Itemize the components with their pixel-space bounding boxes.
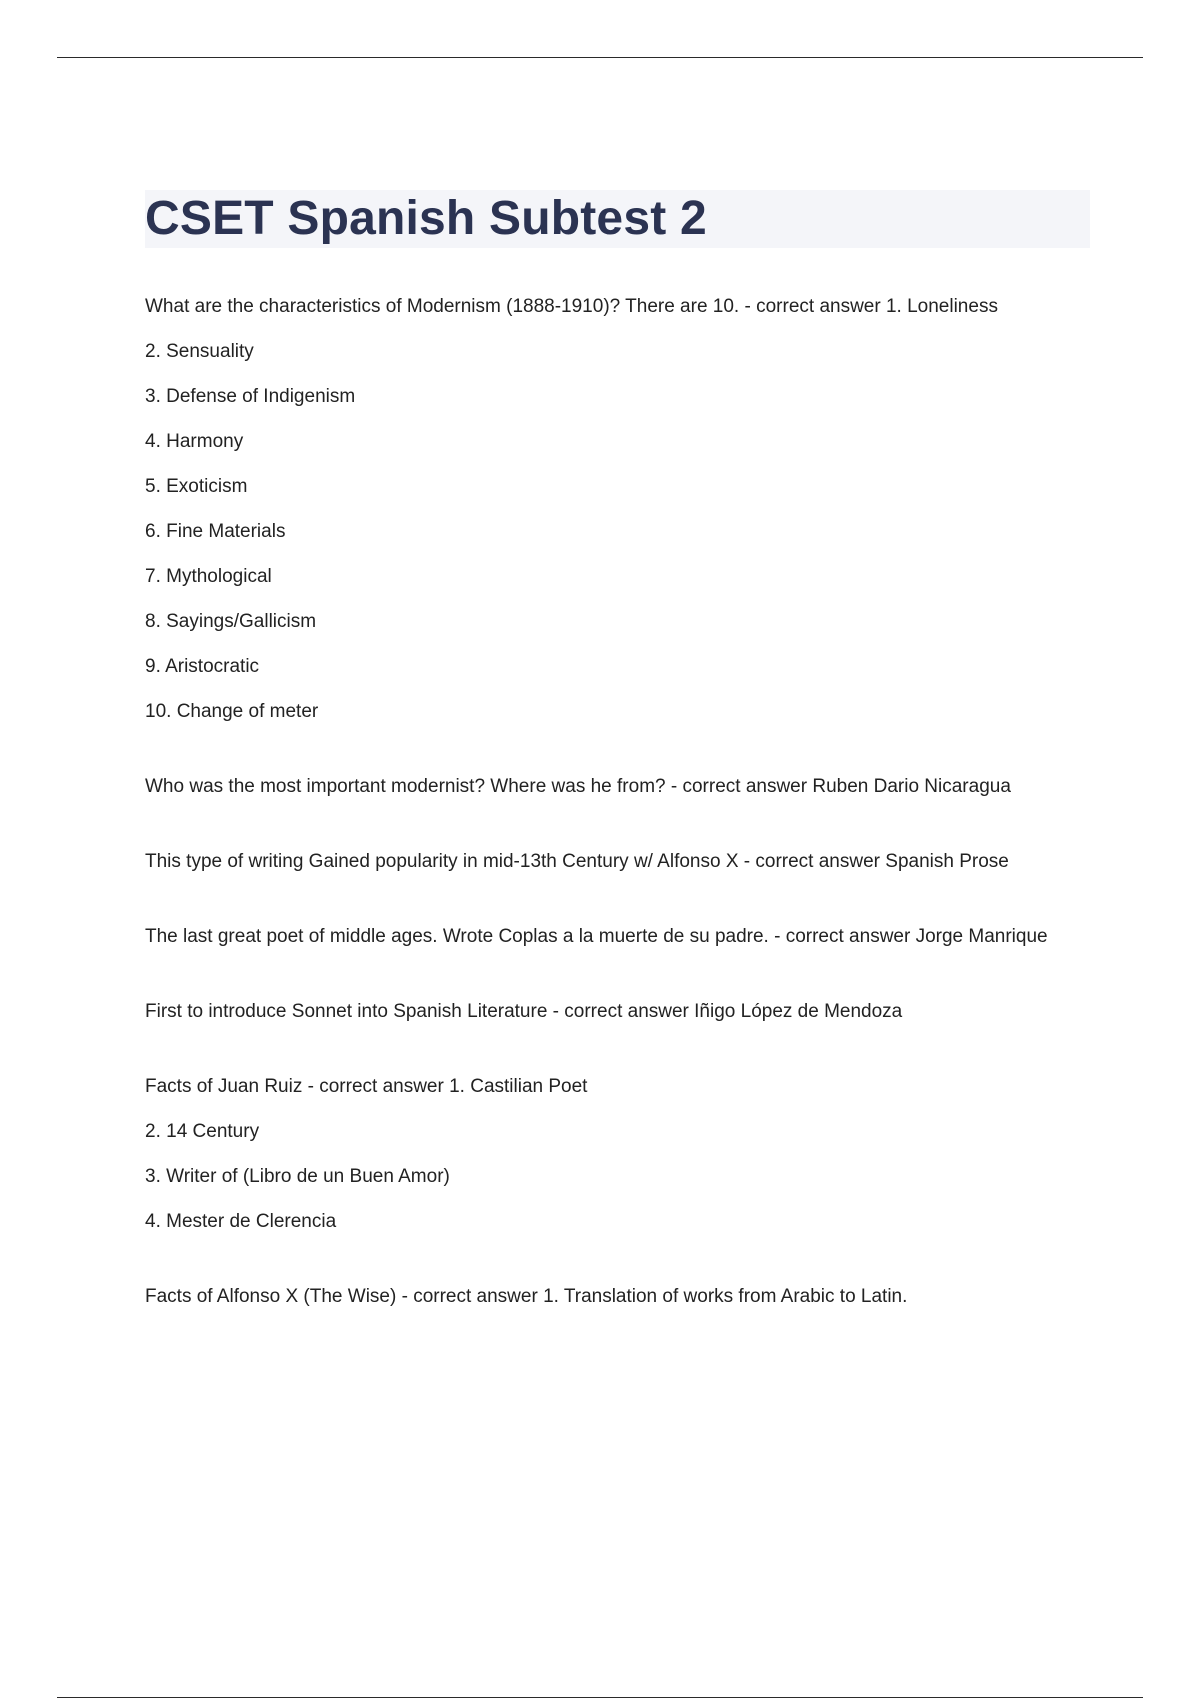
qa-entry-prose xyxy=(145,847,1090,877)
qa-line: 4. Mester de Clerencia xyxy=(145,1211,337,1232)
qa-line: Facts of Juan Ruiz - correct answer 1. Castilian Poet xyxy=(145,1076,588,1097)
top-rule xyxy=(57,57,1143,58)
document-title: CSET Spanish Subtest 2 xyxy=(145,192,707,245)
qa-line: Who was the most important modernist? Where was he from? - correct answer Ruben Dario Nicaragua xyxy=(145,776,1011,797)
qa-line: 6. Fine Materials xyxy=(145,521,286,542)
qa-entry-modernism xyxy=(145,292,1090,727)
title-band xyxy=(145,190,1090,248)
qa-line: The last great poet of middle ages. Wrote Coplas a la muerte de su padre. - correct answer Jorge Manrique xyxy=(145,926,1048,947)
qa-line: 3. Defense of Indigenism xyxy=(145,386,356,407)
qa-line: 9. Aristocratic xyxy=(145,656,260,677)
qa-entry-juan-ruiz xyxy=(145,1072,1090,1237)
qa-line: 4. Harmony xyxy=(145,431,244,452)
qa-line: 8. Sayings/Gallicism xyxy=(145,611,317,632)
qa-line: 10. Change of meter xyxy=(145,701,319,722)
qa-line: Facts of Alfonso X (The Wise) - correct answer 1. Translation of works from Arabic to Latin. xyxy=(145,1286,908,1307)
qa-entry-alfonso-x xyxy=(145,1282,1090,1312)
qa-line: 7. Mythological xyxy=(145,566,272,587)
document-body xyxy=(145,190,1090,1357)
qa-line: 2. Sensuality xyxy=(145,341,254,362)
qa-line: 5. Exoticism xyxy=(145,476,248,497)
qa-entry-modernist xyxy=(145,772,1090,802)
qa-line: What are the characteristics of Modernism (1888-1910)? There are 10. - correct answer 1. Loneliness xyxy=(145,296,998,317)
qa-entry-sonnet xyxy=(145,997,1090,1027)
qa-line: 2. 14 Century xyxy=(145,1121,260,1142)
qa-entry-manrique xyxy=(145,922,1090,952)
qa-line: This type of writing Gained popularity in mid-13th Century w/ Alfonso X - correct answer Spanish Prose xyxy=(145,851,1009,872)
bottom-rule xyxy=(57,1697,1143,1698)
qa-line: First to introduce Sonnet into Spanish Literature - correct answer Iñigo López de Mendoza xyxy=(145,1001,903,1022)
qa-line: 3. Writer of (Libro de un Buen Amor) xyxy=(145,1166,450,1187)
